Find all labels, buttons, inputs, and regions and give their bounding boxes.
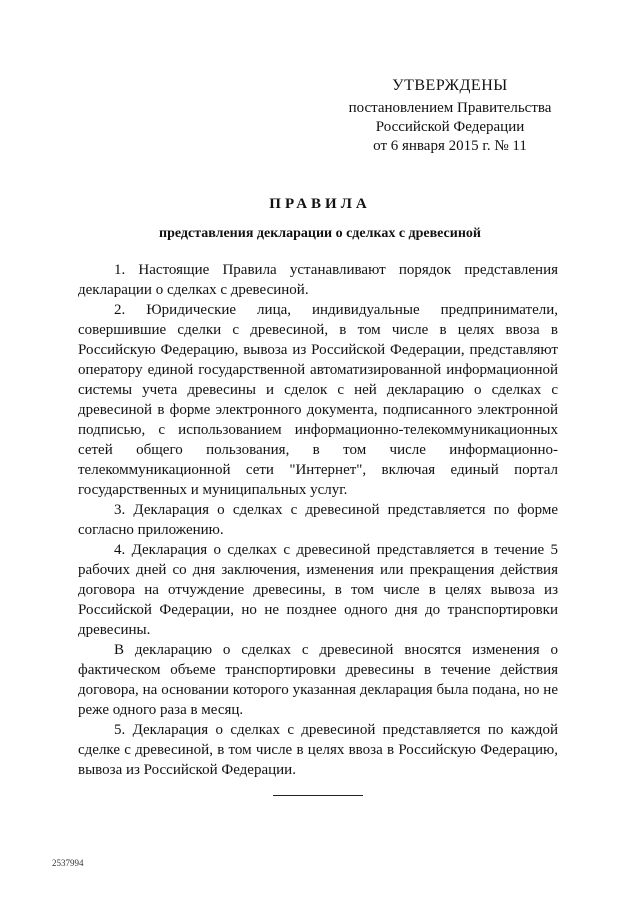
approval-line-2: Российской Федерации: [375, 119, 525, 135]
end-divider: [273, 795, 363, 796]
approved-heading: УТВЕРЖДЕНЫ: [392, 77, 508, 94]
approval-line-3: от 6 января 2015 г. № 11: [373, 138, 527, 154]
paragraph-3: 3. Декларация о сделках с древесиной представляется по форме согласно приложению.: [78, 502, 558, 538]
paragraph-1: 1. Настоящие Правила устанавливают порядок представления декларации о сделках с древесиной.: [78, 262, 558, 298]
document-number: 2537994: [52, 858, 84, 868]
paragraph-2: 2. Юридические лица, индивидуальные предприниматели, совершившие сделки с древесиной, в том числе в целях ввоза в Российскую Федерацию, вывоза из Российской Федерации, представляют оператору единой государственной автоматизированной информационной системы учета древесины и сделок с ней декларацию о сделках с древесиной в форме электронного документа, подписанного электронной подписью, с использованием информационно-телекоммуникационных сетей общего пользования, в том числе информационно-телекоммуникационной сети "Интернет", включая единый портал государственных и муниципальных услуг.: [78, 302, 558, 498]
paragraph-5: 5. Декларация о сделках с древесиной представляется по каждой сделке с древесиной, в том числе в целях ввоза в Российскую Федерацию, вывоза из Российской Федерации.: [78, 722, 558, 778]
document-title: ПРАВИЛА: [269, 196, 371, 212]
document-subtitle: представления декларации о сделках с древесиной: [159, 226, 481, 241]
document-body: [78, 260, 558, 780]
approval-stamp: [330, 76, 570, 156]
paragraph-4: 4. Декларация о сделках с древесиной представляется в течение 5 рабочих дней со дня заключения, изменения или прекращения действия договора на отчуждение древесины, в том числе в целях вывоза из Российской Федерации, но не позднее одного дня до транспортировки древесины.: [78, 542, 558, 638]
paragraph-4-amendment: В декларацию о сделках с древесиной вносятся изменения о фактическом объеме транспортировки древесины в течение действия договора, на основании которого указанная декларация была подана, но не реже одного раза в месяц.: [78, 642, 558, 718]
approval-line-1: постановлением Правительства: [348, 100, 552, 116]
